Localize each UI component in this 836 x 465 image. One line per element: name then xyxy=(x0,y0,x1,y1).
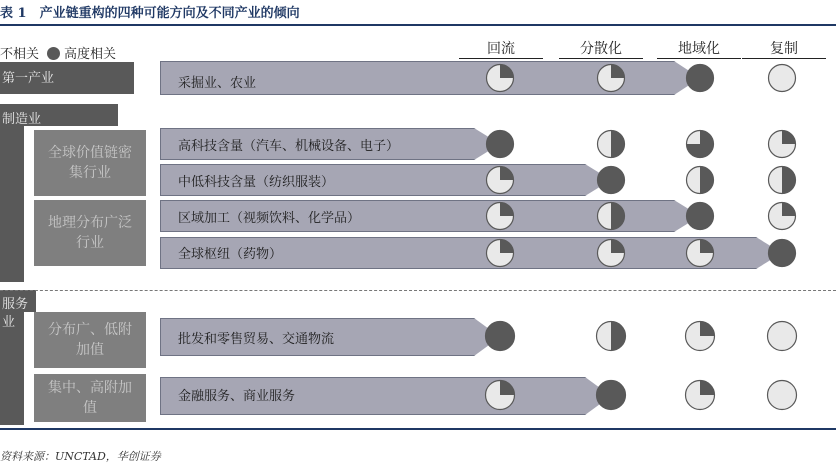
harvey-ball-replication-icon xyxy=(767,201,797,231)
harvey-ball-reshoring-icon xyxy=(485,129,515,159)
harvey-ball-replication-icon xyxy=(767,165,797,195)
harvey-ball-diversification-icon xyxy=(595,379,627,411)
legend xyxy=(0,43,116,62)
source-note: 资料来源：UNCTAD，华创证券 xyxy=(0,450,161,463)
row-label-trade-logistics: 批发和零售贸易、交通物流 xyxy=(178,332,335,347)
subgroup-concentrated-high-value: 集中、高附加值 xyxy=(34,374,146,422)
column-header-replication: 复制 xyxy=(742,40,826,59)
top-rule xyxy=(0,24,836,26)
row-label-finance-business: 金融服务、商业服务 xyxy=(178,389,296,404)
harvey-ball-regionalization-icon xyxy=(685,238,715,268)
harvey-ball-diversification-icon xyxy=(596,201,626,231)
column-header-reshoring: 回流 xyxy=(459,40,543,59)
legend-high-dot-icon xyxy=(47,47,60,60)
section-divider xyxy=(0,290,836,291)
harvey-ball-regionalization-icon xyxy=(685,63,715,93)
sector-manufacturing: 制造业 xyxy=(0,104,118,126)
harvey-ball-replication-icon xyxy=(767,129,797,159)
table-title: 表 1 产业链重构的四种可能方向及不同产业的倾向 xyxy=(0,6,300,21)
sector-manufacturing-bar xyxy=(0,104,24,282)
legend-high-label: 高度相关 xyxy=(64,47,117,62)
harvey-ball-reshoring-icon xyxy=(484,379,516,411)
sector-services: 服务业 xyxy=(0,290,36,312)
harvey-ball-diversification-icon xyxy=(596,63,626,93)
harvey-ball-replication-icon xyxy=(767,238,797,268)
bottom-rule xyxy=(0,428,836,430)
row-label-high-tech: 高科技含量（汽车、机械设备、电子） xyxy=(178,139,400,154)
harvey-ball-reshoring-icon xyxy=(485,165,515,195)
sector-primary: 第一产业 xyxy=(0,62,134,94)
harvey-ball-regionalization-icon xyxy=(684,379,716,411)
column-header-diversification: 分散化 xyxy=(559,40,643,59)
row-label-global-hub: 全球枢纽（药物） xyxy=(178,247,283,262)
harvey-ball-replication-icon xyxy=(766,379,798,411)
subgroup-geographic-spread: 地理分布广泛行业 xyxy=(34,200,146,266)
legend-low-label: 不相关 xyxy=(0,47,40,62)
row-label-low-mid-tech: 中低科技含量（纺织服装） xyxy=(178,175,335,190)
harvey-ball-reshoring-icon xyxy=(485,238,515,268)
subgroup-gvc-intensive: 全球价值链密集行业 xyxy=(34,130,146,196)
row-label-regional-processing: 区域加工（视频饮料、化学品） xyxy=(178,211,361,226)
harvey-ball-reshoring-icon xyxy=(484,320,516,352)
row-label-mining-agriculture: 采掘业、农业 xyxy=(178,76,257,91)
harvey-ball-diversification-icon xyxy=(595,320,627,352)
harvey-ball-diversification-icon xyxy=(596,238,626,268)
harvey-ball-diversification-icon xyxy=(596,165,626,195)
harvey-ball-regionalization-icon xyxy=(684,320,716,352)
harvey-ball-reshoring-icon xyxy=(485,63,515,93)
harvey-ball-regionalization-icon xyxy=(685,129,715,159)
harvey-ball-reshoring-icon xyxy=(485,201,515,231)
harvey-ball-replication-icon xyxy=(766,320,798,352)
harvey-ball-diversification-icon xyxy=(596,129,626,159)
column-header-regionalization: 地域化 xyxy=(657,40,741,59)
harvey-ball-regionalization-icon xyxy=(685,201,715,231)
subgroup-dispersed-low-value: 分布广、低附加值 xyxy=(34,312,146,368)
harvey-ball-regionalization-icon xyxy=(685,165,715,195)
harvey-ball-replication-icon xyxy=(767,63,797,93)
